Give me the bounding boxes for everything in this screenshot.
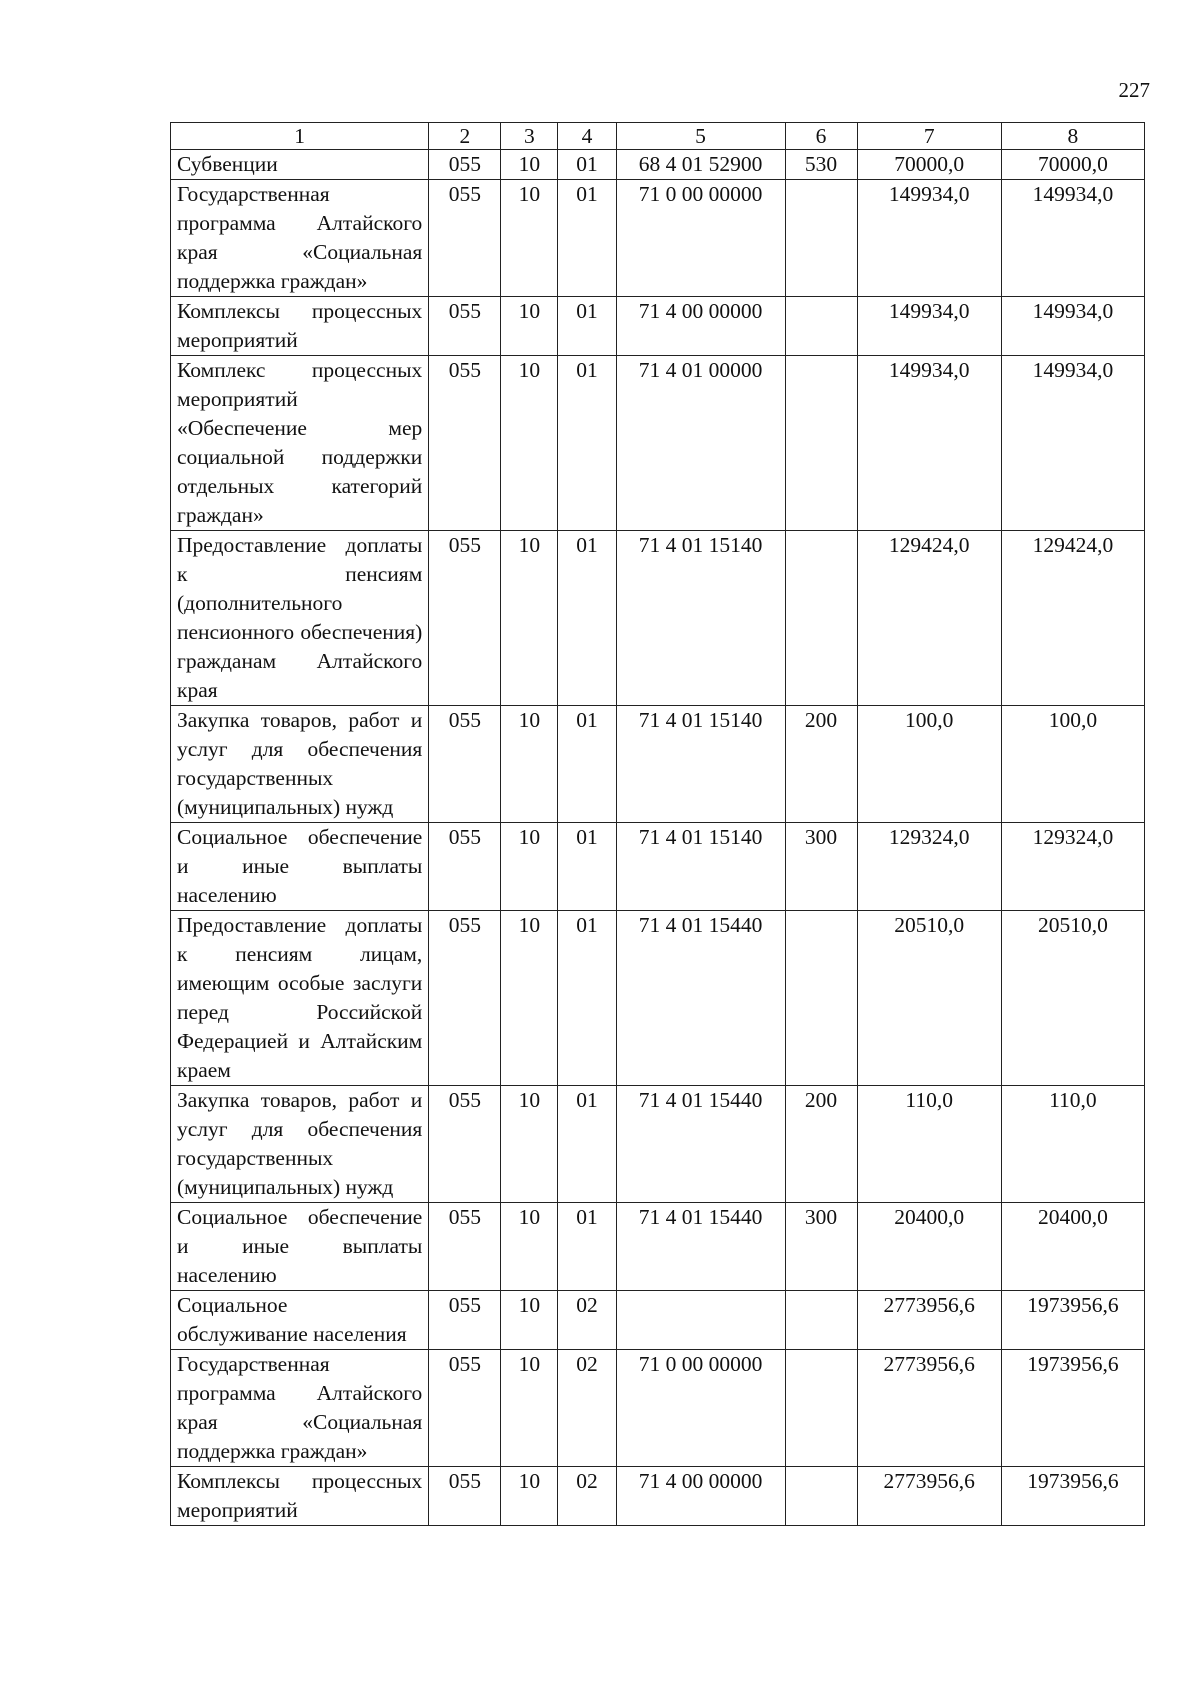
amount-year-1: 2773956,6: [857, 1467, 1001, 1526]
expense-type-code: 300: [785, 1203, 857, 1291]
header-cell-1: 1: [171, 123, 429, 150]
ministry-code: 055: [429, 1291, 501, 1350]
subsection-code: 01: [558, 356, 616, 531]
expense-type-code: [785, 180, 857, 297]
header-cell-3: 3: [501, 123, 558, 150]
expense-type-code: [785, 356, 857, 531]
target-article-code: [616, 1291, 785, 1350]
header-cell-5: 5: [616, 123, 785, 150]
subsection-code: 01: [558, 531, 616, 706]
amount-year-1: 20400,0: [857, 1203, 1001, 1291]
target-article-code: 71 4 00 00000: [616, 297, 785, 356]
row-description: Государственная программа Алтайского края «Социальная поддержка граждан»: [171, 180, 429, 297]
section-code: 10: [501, 1350, 558, 1467]
section-code: 10: [501, 911, 558, 1086]
subsection-code: 02: [558, 1350, 616, 1467]
expense-type-code: 300: [785, 823, 857, 911]
header-cell-4: 4: [558, 123, 616, 150]
row-description: Комплексы процессных мероприятий: [171, 297, 429, 356]
table-row: [171, 1291, 1145, 1350]
amount-year-2: 20400,0: [1001, 1203, 1144, 1291]
subsection-code: 01: [558, 297, 616, 356]
row-description: Предоставление доплаты к пенсиям лицам, имеющим особые заслуги перед Российской Федерацией и Алтайским краем: [171, 911, 429, 1086]
ministry-code: 055: [429, 531, 501, 706]
row-description: Субвенции: [171, 150, 429, 180]
table-row: [171, 180, 1145, 297]
amount-year-2: 149934,0: [1001, 356, 1144, 531]
target-article-code: 71 4 01 15140: [616, 706, 785, 823]
amount-year-2: 149934,0: [1001, 297, 1144, 356]
expense-type-code: 200: [785, 1086, 857, 1203]
ministry-code: 055: [429, 180, 501, 297]
ministry-code: 055: [429, 1203, 501, 1291]
amount-year-2: 129424,0: [1001, 531, 1144, 706]
expense-type-code: [785, 531, 857, 706]
ministry-code: 055: [429, 823, 501, 911]
table-row: [171, 1467, 1145, 1526]
amount-year-1: 20510,0: [857, 911, 1001, 1086]
table-row: [171, 297, 1145, 356]
amount-year-2: 149934,0: [1001, 180, 1144, 297]
ministry-code: 055: [429, 1086, 501, 1203]
amount-year-1: 100,0: [857, 706, 1001, 823]
target-article-code: 71 4 01 15440: [616, 1086, 785, 1203]
table-row: [171, 823, 1145, 911]
target-article-code: 71 0 00 00000: [616, 180, 785, 297]
row-description: Предоставление доплаты к пенсиям (дополнительного пенсионного обеспечения) гражданам Алтайского края: [171, 531, 429, 706]
row-description: Комплексы процессных мероприятий: [171, 1467, 429, 1526]
section-code: 10: [501, 823, 558, 911]
amount-year-1: 149934,0: [857, 297, 1001, 356]
section-code: 10: [501, 1291, 558, 1350]
section-code: 10: [501, 180, 558, 297]
amount-year-1: 149934,0: [857, 356, 1001, 531]
amount-year-2: 1973956,6: [1001, 1291, 1144, 1350]
table-row: [171, 1350, 1145, 1467]
expense-type-code: 530: [785, 150, 857, 180]
subsection-code: 01: [558, 180, 616, 297]
amount-year-1: 129424,0: [857, 531, 1001, 706]
subsection-code: 01: [558, 911, 616, 1086]
expense-type-code: [785, 1291, 857, 1350]
amount-year-2: 100,0: [1001, 706, 1144, 823]
budget-table: [170, 122, 1145, 1526]
table-row: [171, 1203, 1145, 1291]
header-row: [171, 123, 1145, 150]
row-description: Государственная программа Алтайского края «Социальная поддержка граждан»: [171, 1350, 429, 1467]
amount-year-1: 70000,0: [857, 150, 1001, 180]
ministry-code: 055: [429, 356, 501, 531]
subsection-code: 01: [558, 706, 616, 823]
table-row: [171, 356, 1145, 531]
header-cell-8: 8: [1001, 123, 1144, 150]
amount-year-1: 110,0: [857, 1086, 1001, 1203]
row-description: Социальное обеспечение и иные выплаты населению: [171, 823, 429, 911]
target-article-code: 71 4 01 00000: [616, 356, 785, 531]
ministry-code: 055: [429, 911, 501, 1086]
amount-year-1: 2773956,6: [857, 1291, 1001, 1350]
amount-year-2: 110,0: [1001, 1086, 1144, 1203]
amount-year-2: 1973956,6: [1001, 1467, 1144, 1526]
ministry-code: 055: [429, 297, 501, 356]
amount-year-1: 129324,0: [857, 823, 1001, 911]
subsection-code: 01: [558, 1086, 616, 1203]
target-article-code: 68 4 01 52900: [616, 150, 785, 180]
target-article-code: 71 0 00 00000: [616, 1350, 785, 1467]
section-code: 10: [501, 356, 558, 531]
table-row: [171, 1086, 1145, 1203]
section-code: 10: [501, 1086, 558, 1203]
ministry-code: 055: [429, 1350, 501, 1467]
page-number: 227: [1118, 78, 1150, 102]
amount-year-2: 129324,0: [1001, 823, 1144, 911]
subsection-code: 01: [558, 1203, 616, 1291]
section-code: 10: [501, 531, 558, 706]
expense-type-code: [785, 1350, 857, 1467]
header-cell-2: 2: [429, 123, 501, 150]
section-code: 10: [501, 1203, 558, 1291]
ministry-code: 055: [429, 1467, 501, 1526]
row-description: Социальное обеспечение и иные выплаты населению: [171, 1203, 429, 1291]
target-article-code: 71 4 01 15440: [616, 1203, 785, 1291]
row-description: Комплекс процессных мероприятий «Обеспечение мер социальной поддержки отдельных категорий граждан»: [171, 356, 429, 531]
ministry-code: 055: [429, 150, 501, 180]
section-code: 10: [501, 1467, 558, 1526]
amount-year-1: 149934,0: [857, 180, 1001, 297]
section-code: 10: [501, 297, 558, 356]
section-code: 10: [501, 150, 558, 180]
expense-type-code: [785, 297, 857, 356]
expense-type-code: [785, 911, 857, 1086]
row-description: Социальное обслуживание населения: [171, 1291, 429, 1350]
row-description: Закупка товаров, работ и услуг для обеспечения государственных (муниципальных) нужд: [171, 1086, 429, 1203]
subsection-code: 02: [558, 1291, 616, 1350]
section-code: 10: [501, 706, 558, 823]
amount-year-2: 1973956,6: [1001, 1350, 1144, 1467]
expense-type-code: 200: [785, 706, 857, 823]
target-article-code: 71 4 01 15140: [616, 531, 785, 706]
subsection-code: 01: [558, 823, 616, 911]
amount-year-2: 70000,0: [1001, 150, 1144, 180]
subsection-code: 02: [558, 1467, 616, 1526]
target-article-code: 71 4 00 00000: [616, 1467, 785, 1526]
table-row: [171, 911, 1145, 1086]
amount-year-2: 20510,0: [1001, 911, 1144, 1086]
table-row: [171, 150, 1145, 180]
subsection-code: 01: [558, 150, 616, 180]
ministry-code: 055: [429, 706, 501, 823]
table-row: [171, 531, 1145, 706]
table-row: [171, 706, 1145, 823]
expense-type-code: [785, 1467, 857, 1526]
target-article-code: 71 4 01 15440: [616, 911, 785, 1086]
amount-year-1: 2773956,6: [857, 1350, 1001, 1467]
header-cell-6: 6: [785, 123, 857, 150]
target-article-code: 71 4 01 15140: [616, 823, 785, 911]
row-description: Закупка товаров, работ и услуг для обеспечения государственных (муниципальных) нужд: [171, 706, 429, 823]
header-cell-7: 7: [857, 123, 1001, 150]
